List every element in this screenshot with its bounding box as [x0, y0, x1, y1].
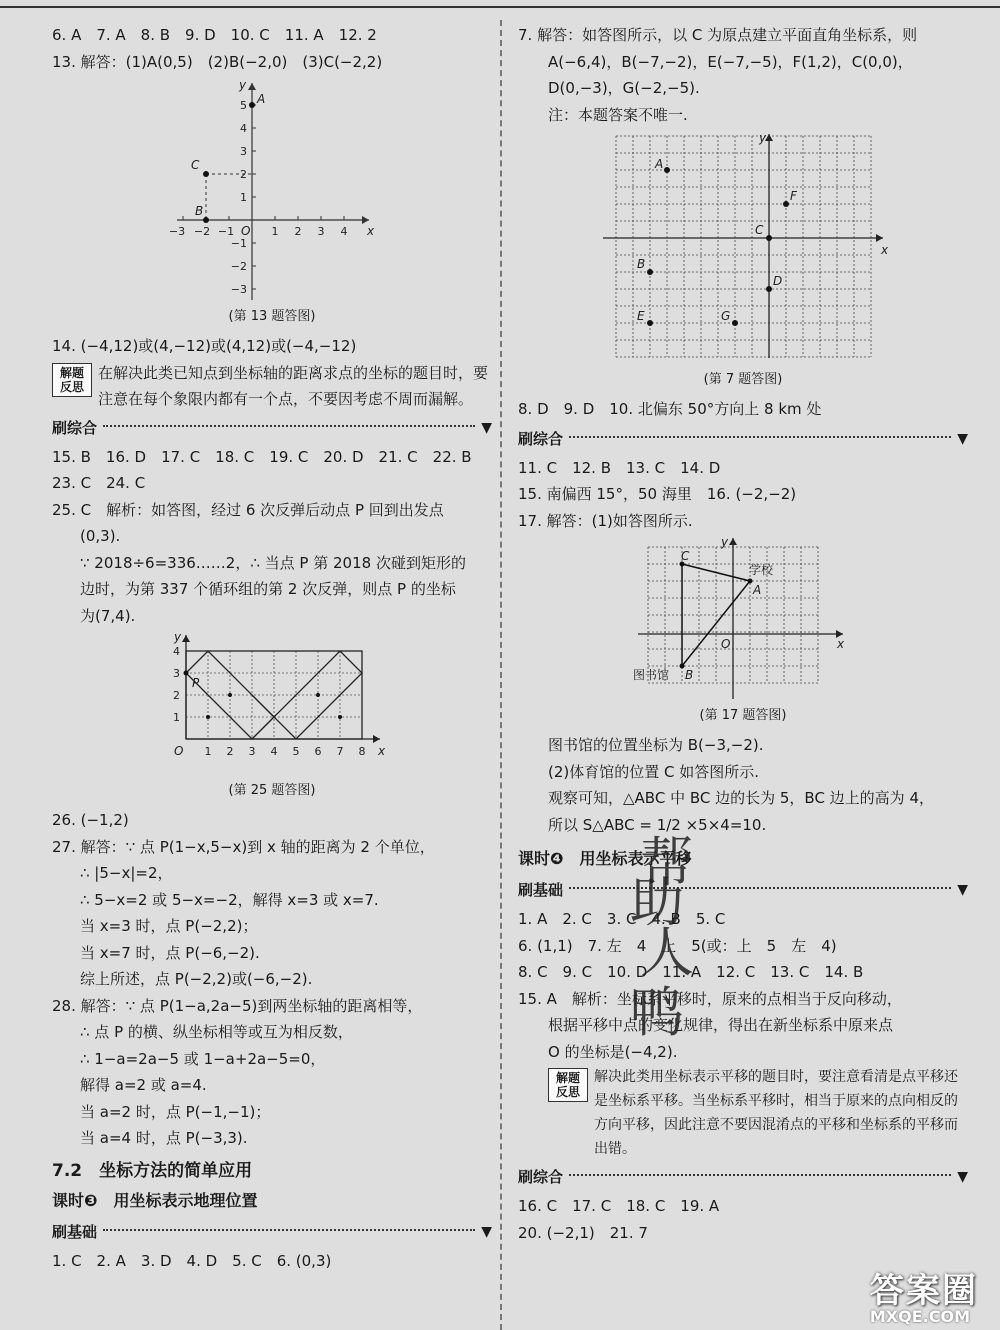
- answer-line: 13. 解答：(1)A(0,5) (2)B(−2,0) (3)C(−2,2): [52, 52, 383, 71]
- svg-text:−2: −2: [193, 225, 211, 238]
- left-column: [52, 22, 492, 1274]
- section-title: 刷综合: [518, 1168, 564, 1186]
- answer-line: O 的坐标是(−4,2).: [548, 1042, 678, 1061]
- point-a: [249, 102, 255, 108]
- svg-text:2: 2: [294, 225, 302, 238]
- answer-line: (2)体育馆的位置 C 如答图所示.: [548, 762, 760, 781]
- figure-17-graph: [633, 534, 853, 704]
- handwriting-mark: 帮: [640, 831, 694, 894]
- answer-line: ∴ |5−x|=2，: [80, 864, 173, 882]
- figure-caption: (第 17 题答图): [699, 708, 787, 723]
- y-label: y: [174, 630, 182, 644]
- top-rule: [0, 6, 1000, 8]
- svg-text:7: 7: [336, 745, 344, 758]
- point-g: [732, 320, 738, 326]
- handwriting-mark: 人: [640, 921, 694, 984]
- figure-13-graph: [157, 75, 387, 305]
- point-c: [203, 171, 209, 177]
- answer-line: D(0,−3)，G(−2,−5).: [548, 79, 700, 97]
- section-title: 刷基础: [518, 881, 564, 899]
- svg-text:4: 4: [240, 122, 247, 135]
- svg-text:1: 1: [271, 225, 279, 238]
- handwriting-mark: 助: [630, 871, 684, 934]
- triangle-icon: ▼: [957, 430, 968, 447]
- svg-text:4: 4: [340, 225, 348, 238]
- svg-text:8: 8: [358, 745, 366, 758]
- reflection-note: [518, 1065, 968, 1161]
- answer-line: 边时，为第 337 个循环组的第 2 次反弹，则点 P 的坐标: [80, 580, 456, 598]
- answer-line: 当 a=4 时，点 P(−3,3).: [80, 1129, 248, 1147]
- answer-line: 27. 解答：∵ 点 P(1−x,5−x)到 x 轴的距离为 2 个单位，: [52, 837, 435, 856]
- handwriting-mark: 鸭: [630, 981, 684, 1044]
- figure-7: [518, 128, 968, 368]
- section-header: [518, 878, 968, 902]
- label-o: O: [174, 744, 184, 758]
- point-a: [664, 167, 670, 173]
- point-c: [766, 235, 772, 241]
- lesson-heading: 课时❸ 用坐标表示地理位置: [52, 1190, 258, 1210]
- answer-line: 观察可知，△ABC 中 BC 边的长为 5，BC 边上的高为 4，: [548, 789, 934, 807]
- point-f: [783, 201, 789, 207]
- answer-line: ∵ 2018÷6=336……2，∴ 当点 P 第 2018 次碰到矩形的: [80, 553, 466, 572]
- watermark-url: MXQE.COM: [869, 1307, 970, 1326]
- right-column: [518, 22, 968, 1246]
- svg-text:4: 4: [270, 745, 278, 758]
- label-f: F: [790, 189, 797, 203]
- figure-caption: (第 25 题答图): [228, 783, 316, 798]
- svg-text:3: 3: [240, 145, 247, 158]
- answer-line: 当 a=2 时，点 P(−1,−1)；: [80, 1102, 271, 1121]
- answer-line: 所以 S△ABC = 1/2 ×5×4=10.: [548, 815, 767, 834]
- point-p: [184, 671, 189, 676]
- label-c: C: [681, 549, 690, 563]
- label-b: B: [637, 257, 646, 271]
- x-label: x: [881, 243, 889, 257]
- answer-line: 15. B 16. D 17. C 18. C 19. C 20. D 21. C 22. B: [52, 447, 472, 466]
- point-b: [680, 664, 685, 669]
- watermark-logo: 答案圈: [870, 1271, 978, 1311]
- answer-line: 20. (−2,1) 21. 7: [518, 1223, 648, 1242]
- label-d: D: [773, 274, 783, 288]
- svg-text:−3: −3: [168, 225, 186, 238]
- answer-line: 25. C 解析：如答图，经过 6 次反弹后动点 P 回到出发点: [52, 500, 444, 519]
- y-label: y: [239, 78, 247, 92]
- label-c: C: [191, 158, 200, 172]
- point-e: [647, 320, 653, 326]
- answer-line: 注：本题答案不唯一.: [548, 105, 688, 124]
- svg-text:−1: −1: [217, 225, 235, 238]
- answer-line: 根据平移中点的变化规律，得出在新坐标系中原来点: [548, 1016, 894, 1034]
- x-label: x: [378, 744, 386, 758]
- answer-line: 17. 解答：(1)如答图所示.: [518, 511, 693, 530]
- answer-line: (0,3).: [80, 527, 121, 545]
- figure-25-graph: [152, 629, 392, 779]
- lesson-heading: 课时❹ 用坐标表示平移: [518, 849, 692, 868]
- answer-line: 8. D 9. D 10. 北偏东 50°方向上 8 km 处: [518, 400, 822, 418]
- answer-line: ∴ 1−a=2a−5 或 1−a+2a−5=0，: [80, 1049, 326, 1068]
- reflection-text: 解决此类用坐标表示平移的题目时，要注意看清是点平移还是坐标系平移。当坐标系平移时，相当于原来的点向相反的方向平移，因此注意不要因混淆点的平移和坐标系的平移而出错。: [594, 1069, 958, 1157]
- answer-line: 8. C 9. C 10. D 11. A 12. C 13. C 14. B: [518, 963, 864, 981]
- point-d: [766, 286, 772, 292]
- point-a: [748, 579, 753, 584]
- svg-text:2: 2: [226, 745, 234, 758]
- reflection-note: [52, 360, 492, 412]
- label-g: G: [721, 309, 731, 323]
- answer-line: 11. C 12. B 13. C 14. D: [518, 458, 721, 477]
- label-o: O: [721, 637, 731, 651]
- svg-text:−1: −1: [230, 237, 247, 250]
- answer-line: 7. 解答：如答图所示，以 C 为原点建立平面直角坐标系，则: [518, 26, 918, 44]
- answer-line: ∴ 点 P 的横、纵坐标相等或互为相反数，: [80, 1023, 353, 1041]
- label-a: A: [655, 157, 664, 171]
- answer-line: 14. (−4,12)或(4,−12)或(4,12)或(−4,−12): [52, 337, 357, 355]
- section-header: [518, 427, 968, 451]
- y-label: y: [721, 535, 729, 549]
- answer-line: 6. (1,1) 7. 左 4 上 5(或：上 5 左 4): [518, 936, 837, 955]
- section-header: [52, 1220, 492, 1244]
- triangle-icon: ▼: [481, 1223, 492, 1240]
- label-o: O: [241, 224, 251, 238]
- label-c: C: [755, 223, 764, 237]
- svg-text:6: 6: [314, 745, 322, 758]
- answer-line: 26. (−1,2): [52, 811, 129, 829]
- answer-line: 1. C 2. A 3. D 4. D 5. C 6. (0,3): [52, 1251, 332, 1270]
- triangle-icon: ▼: [957, 1169, 968, 1185]
- svg-text:2: 2: [173, 689, 180, 702]
- figure-17: [518, 534, 968, 704]
- svg-text:3: 3: [173, 667, 180, 680]
- section-title: 刷综合: [52, 418, 98, 437]
- triangle-icon: ▼: [481, 419, 492, 436]
- svg-text:−3: −3: [230, 283, 247, 296]
- label-b: B: [195, 204, 204, 218]
- answer-line: 23. C 24. C: [52, 474, 146, 492]
- label-p: P: [192, 676, 200, 690]
- section-header: [52, 416, 492, 440]
- answer-line: 15. A 解析：坐标系平移时，原来的点相当于反向移动，: [518, 989, 902, 1008]
- svg-text:1: 1: [240, 191, 247, 204]
- svg-text:5: 5: [292, 745, 300, 758]
- section-heading: 7.2 坐标方法的简单应用: [52, 1160, 253, 1181]
- x-label: x: [367, 224, 375, 238]
- point-b: [647, 269, 653, 275]
- answer-line: 解得 a=2 或 a=4.: [80, 1076, 207, 1094]
- answer-line: 16. C 17. C 18. C 19. A: [518, 1197, 720, 1215]
- reflection-badge: 解题反思: [52, 363, 92, 397]
- section-title: 刷综合: [518, 429, 564, 448]
- figure-7-graph: [593, 128, 893, 368]
- svg-text:4: 4: [173, 645, 180, 658]
- answer-line: 15. 南偏西 15°，50 海里 16. (−2,−2): [518, 485, 797, 503]
- label-b: B: [685, 668, 694, 682]
- answer-line: 图书馆的位置坐标为 B(−3,−2).: [548, 736, 764, 754]
- triangle-icon: ▼: [957, 882, 968, 898]
- svg-text:3: 3: [317, 225, 325, 238]
- figure-25: [52, 629, 492, 779]
- y-label: y: [759, 131, 767, 145]
- answer-line: 为(7,4).: [80, 606, 136, 625]
- answer-line: 综上所述，点 P(−2,2)或(−6,−2).: [80, 970, 313, 988]
- label-a: A: [257, 92, 266, 106]
- reflection-text: 在解决此类已知点到坐标轴的距离求点的坐标的题目时，要注意在每个象限内都有一个点，不要因考虑不周而漏解。: [98, 363, 489, 408]
- answer-line: 28. 解答：∵ 点 P(1−a,2a−5)到两坐标轴的距离相等，: [52, 996, 423, 1015]
- figure-caption: (第 7 题答图): [703, 372, 783, 387]
- point-b: [203, 217, 209, 223]
- label-a: A: [753, 583, 762, 597]
- reflection-badge: 解题反思: [548, 1068, 588, 1102]
- svg-text:1: 1: [204, 745, 212, 758]
- label-school: 学校: [749, 563, 774, 577]
- x-label: x: [837, 637, 845, 651]
- figure-13: [52, 75, 492, 305]
- svg-text:5: 5: [240, 99, 247, 112]
- column-divider: [500, 20, 502, 1330]
- answer-line: 1. A 2. C 3. C 4. B 5. C: [518, 910, 726, 928]
- answer-line: A(−6,4)，B(−7,−2)，E(−7,−5)，F(1,2)，C(0,0)，: [548, 52, 913, 71]
- section-header: [518, 1165, 968, 1189]
- figure-caption: (第 13 题答图): [228, 309, 316, 324]
- svg-text:3: 3: [248, 745, 256, 758]
- label-library: 图书馆: [633, 668, 670, 682]
- label-e: E: [637, 309, 645, 323]
- svg-text:1: 1: [173, 711, 180, 724]
- answer-line: ∴ 5−x=2 或 5−x=−2，解得 x=3 或 x=7.: [80, 890, 379, 909]
- svg-text:2: 2: [240, 168, 247, 181]
- svg-text:−2: −2: [230, 260, 247, 273]
- answer-line: 当 x=7 时，点 P(−6,−2).: [80, 943, 260, 962]
- section-title: 刷基础: [52, 1222, 98, 1241]
- answer-line: 6. A 7. A 8. B 9. D 10. C 11. A 12. 2: [52, 26, 377, 44]
- answer-line: 当 x=3 时，点 P(−2,2)；: [80, 917, 258, 935]
